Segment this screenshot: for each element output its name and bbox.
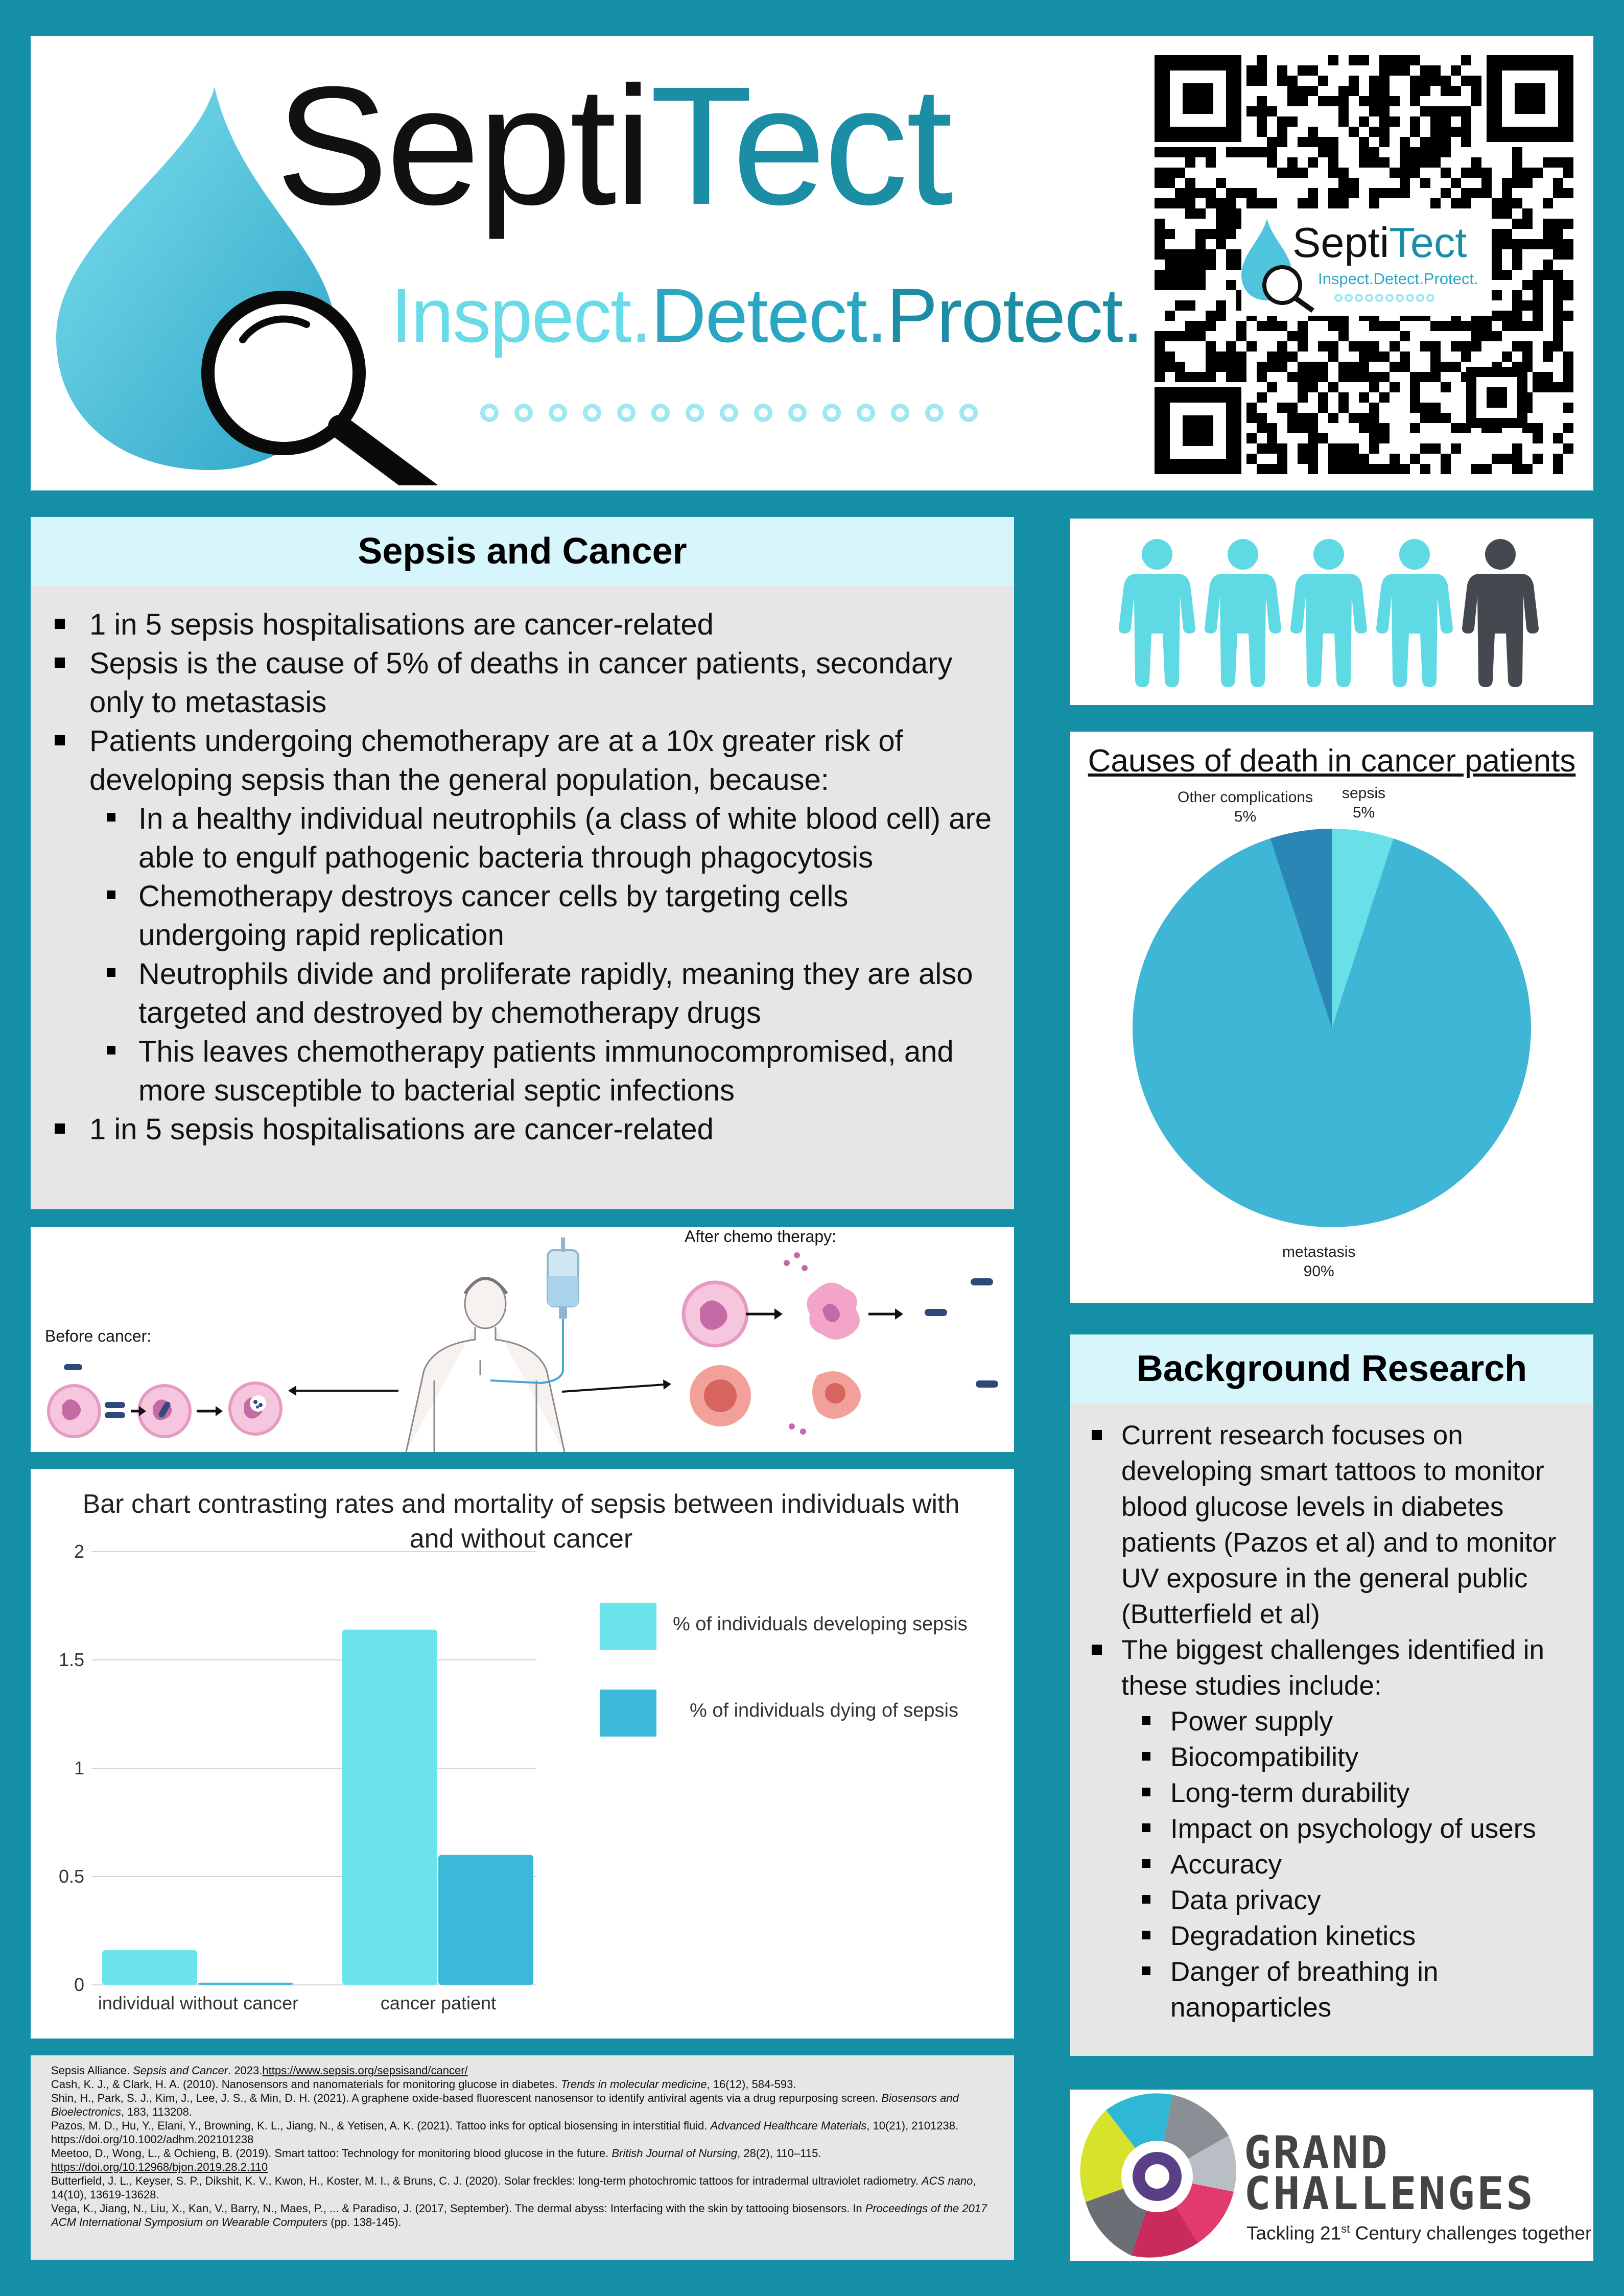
list-item: Current research focuses on developing smart tattoos to monitor blood glucose levels in diabetes patients (Pazos et al) and to monitor UV exposure in the general public (Butterfield et al)	[1121, 1418, 1578, 1632]
references-panel	[31, 2055, 1014, 2260]
pie-chart	[1070, 732, 1593, 1303]
qr-tagline: Inspect.Detect.Protect.	[1318, 270, 1478, 288]
legend-label-dying: % of individuals dying of sepsis	[690, 1700, 958, 1721]
sub-list-item: Power supply	[1170, 1704, 1578, 1740]
person-icon-highlight	[1119, 539, 1195, 687]
background-research-title: Background Research	[1070, 1334, 1593, 1403]
person-icon-highlight	[1205, 539, 1281, 687]
reference-item: Shin, H., Park, S. J., Kim, J., Lee, J. S., & Min, D. H. (2021). A graphene oxide-based fluorescent nanosensor to identify antiviral agents via a drug repurposing screen. Biosensors and Bioelectronics, 183, 113208.	[51, 2092, 959, 2118]
reference-link[interactable]: https://www.sepsis.org/sepsisand/cancer/	[262, 2064, 468, 2077]
reference-item: Vega, K., Jiang, N., Liu, X., Kan, V., Barry, N., Maes, P., ... & Paradiso, J. (2017, September). The dermal abyss: Interfacing with the skin by tattooing biosensors. In Proceedings of the 2017 ACM International Symposium on Wearable Computers (pp. 138-145).	[51, 2202, 987, 2229]
damaged-neutrophil-cells	[684, 1252, 998, 1435]
legend-label-developing: % of individuals developing sepsis	[673, 1613, 968, 1635]
research-list	[1070, 1403, 1593, 2026]
brand-name-part-2: Tect	[650, 51, 951, 240]
list-item	[89, 722, 994, 1110]
sub-list-item: Accuracy	[1170, 1847, 1578, 1883]
brand-name-part-1: Septi	[276, 51, 650, 240]
y-tick-label: 0	[74, 1974, 84, 1995]
sub-list-item: Data privacy	[1170, 1883, 1578, 1918]
grand-challenges-tagline: Tackling 21st Century challenges together	[1246, 2222, 1592, 2244]
pie-label-other-pct: 5%	[1234, 808, 1257, 825]
x-category-label: individual without cancer	[98, 1993, 299, 2013]
x-category-label: cancer patient	[380, 1993, 497, 2013]
sub-list-item: Degradation kinetics	[1170, 1918, 1578, 1954]
pie-chart-title: Causes of death in cancer patients	[1088, 743, 1576, 779]
background-research-panel	[1070, 1334, 1593, 2056]
reference-item: Butterfield, J. L., Keyser, S. P., Dikshit, K. V., Kwon, H., Koster, M. I., & Bruns, C. J. (2020). Solar freckles: long-term photochromic tattoos for intradermal ultraviolet radiometry. ACS nano, 14(10), 13619-13628.	[51, 2174, 976, 2201]
decorative-dots	[480, 404, 978, 422]
reference-item: Meetoo, D., Wong, L., & Ochieng, B. (2019). Smart tattoo: Technology for monitoring blood glucose in the future. British Journal of Nursing, 28(2), 110–115. https://doi.org/10.12968/bjon.2019.28.2.110	[51, 2147, 821, 2173]
pie-label-metastasis-name: metastasis	[1282, 1244, 1356, 1260]
reference-item: Pazos, M. D., Hu, Y., Elani, Y., Browning, K. L., Jiang, N., & Yetisen, A. K. (2021). Tattoo inks for optical biosensing in interstitial fluid. Advanced Healthcare Materials, 10(21), 2101238. https://doi.org/10.1002/adhm.202101238	[51, 2119, 959, 2146]
list-item: 1 in 5 sepsis hospitalisations are cancer-related	[89, 1110, 994, 1149]
list-item-text: Patients undergoing chemotherapy are at a 10x greater risk of developing sepsis than the general population, because:	[89, 724, 903, 796]
people-icon-group	[1119, 539, 1548, 687]
qr-brand: SeptiTect	[1292, 219, 1467, 266]
chemotherapy-diagram-panel	[31, 1227, 1014, 1452]
y-tick-label: 1.5	[58, 1649, 84, 1670]
tagline-inspect: Inspect.	[391, 272, 651, 358]
sepsis-and-cancer-panel	[31, 517, 1014, 1209]
tagline-protect: Protect.	[886, 272, 1143, 358]
pie-label-other-name: Other complications	[1178, 789, 1313, 806]
pie-label-sepsis	[1342, 784, 1385, 823]
patient-with-iv-illustration	[406, 1278, 564, 1452]
bar-dying-1	[438, 1855, 533, 1985]
pie-label-sepsis-name: sepsis	[1342, 785, 1386, 802]
pie-label-other	[1178, 788, 1313, 827]
list-item: 1 in 5 sepsis hospitalisations are cancer-related	[89, 605, 994, 644]
pie-label-metastasis-pct: 90%	[1303, 1263, 1334, 1280]
sub-list-item: Chemotherapy destroys cancer cells by targeting cells undergoing rapid replication	[138, 877, 994, 955]
neutrophil-diagram	[31, 1227, 1014, 1452]
list-item: Sepsis is the cause of 5% of deaths in cancer patients, secondary only to metastasis	[89, 644, 994, 722]
person-icon-highlight	[1290, 539, 1367, 687]
sub-list-item: This leaves chemotherapy patients immunocompromised, and more susceptible to bacterial septic infections	[138, 1033, 994, 1110]
healthy-neutrophil-cells	[49, 1364, 281, 1437]
bar-chart-title: Bar chart contrasting rates and mortality of sepsis between individuals with and without cancer	[82, 1489, 960, 1554]
header-banner	[31, 36, 1593, 490]
sub-list-item: In a healthy individual neutrophils (a class of white blood cell) are able to engulf pathogenic bacteria through phagocytosis	[138, 800, 994, 877]
list-item-text: The biggest challenges identified in these studies include:	[1121, 1635, 1544, 1701]
challenges-sub-list	[1121, 1704, 1578, 2026]
y-tick-label: 1	[74, 1758, 84, 1778]
y-tick-label: 2	[74, 1541, 84, 1562]
sub-list-item: Danger of breathing in nanoparticles	[1170, 1954, 1578, 2026]
grand-challenges-line1: GRAND	[1244, 2126, 1390, 2179]
after-chemo-label: After chemo therapy:	[685, 1227, 837, 1246]
legend-swatch-dying	[600, 1690, 656, 1737]
grand-challenges-logo-panel	[1070, 2090, 1593, 2261]
pie-label-sepsis-pct: 5%	[1352, 804, 1375, 821]
grand-challenges-emblem	[1075, 2090, 1244, 2261]
list-item	[1121, 1632, 1578, 2026]
legend-swatch-developing	[600, 1603, 656, 1650]
people-icon-panel	[1070, 519, 1593, 705]
reference-link[interactable]: https://doi.org/10.12968/bjon.2019.28.2.110	[51, 2161, 268, 2173]
tagline-detect: Detect.	[651, 272, 887, 358]
bar-developing-0	[102, 1950, 197, 1985]
sub-list-item: Neutrophils divide and proliferate rapidly, meaning they are also targeted and destroyed by chemotherapy drugs	[138, 955, 994, 1033]
sub-list-item: Impact on psychology of users	[1170, 1811, 1578, 1847]
bar-chart-panel	[31, 1469, 1014, 2039]
y-tick-label: 0.5	[58, 1866, 84, 1887]
bar-dying-0	[198, 1983, 293, 1985]
brand-name	[276, 51, 951, 240]
person-icon-dark	[1462, 539, 1539, 687]
tagline	[391, 273, 1142, 358]
before-cancer-label: Before cancer:	[45, 1327, 152, 1345]
person-icon-highlight	[1376, 539, 1453, 687]
pie-chart-panel	[1070, 732, 1593, 1303]
reference-item: Sepsis Alliance. Sepsis and Cancer. 2023.https://www.sepsis.org/sepsisand/cancer/	[51, 2064, 468, 2077]
qr-code[interactable]	[1155, 55, 1573, 474]
sepsis-and-cancer-title: Sepsis and Cancer	[31, 517, 1014, 586]
sepsis-cancer-list	[31, 586, 1014, 1149]
bar-developing-1	[342, 1630, 437, 1985]
sub-list-item: Biocompatibility	[1170, 1740, 1578, 1775]
grand-challenges-line2: CHALLENGES	[1244, 2167, 1535, 2220]
bar-chart	[31, 1469, 1014, 2039]
pie-label-metastasis	[1282, 1243, 1355, 1281]
sub-list-item: Long-term durability	[1170, 1775, 1578, 1811]
reference-item: Cash, K. J., & Clark, H. A. (2010). Nanosensors and nanomaterials for monitoring glucose in diabetes. Trends in molecular medicine, 16(12), 584-593.	[51, 2078, 796, 2091]
sub-list	[89, 800, 994, 1110]
